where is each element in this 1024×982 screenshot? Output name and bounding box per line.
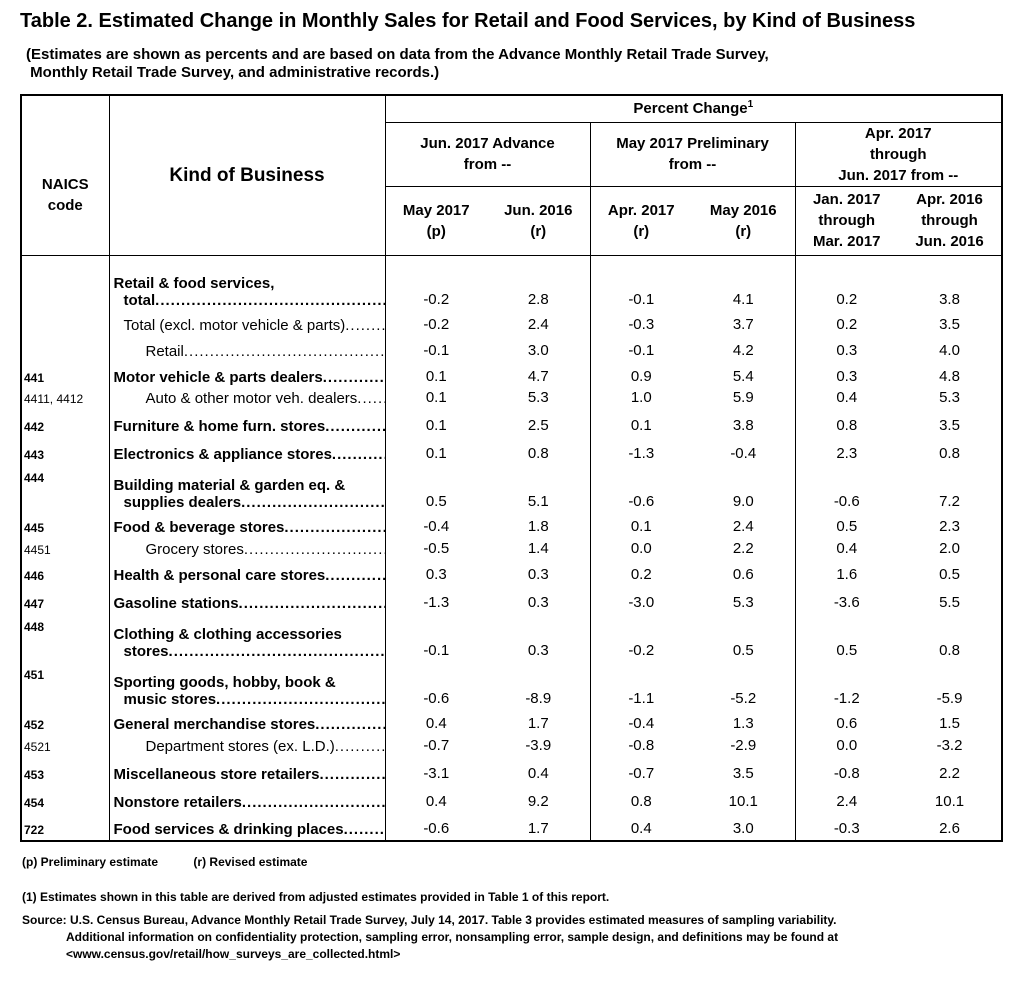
col-header-line: through	[921, 212, 978, 229]
group-header-line: from --	[463, 156, 512, 173]
table-row	[21, 311, 1002, 336]
col-header-line: May 2017	[402, 201, 470, 219]
dot-leader	[169, 643, 385, 660]
col-header-line: Jun. 2016	[504, 201, 573, 219]
value-cell: 4.7	[527, 368, 549, 385]
kind-of-business-header: Kind of Business	[109, 95, 385, 255]
value-cell: -3.2	[936, 737, 963, 754]
table-row	[21, 614, 1002, 662]
col-header-line: Apr. 2017	[607, 201, 675, 219]
value-cell: -0.6	[423, 690, 450, 707]
value-cell: 3.0	[527, 342, 549, 359]
value-cell: 3.5	[939, 417, 960, 434]
value-cell: 0.3	[527, 642, 549, 659]
value-cell: -0.4	[423, 518, 450, 535]
dot-leader	[332, 446, 385, 463]
business-label: Health & personal care stores	[113, 567, 326, 584]
kind-of-business	[109, 586, 385, 614]
business-label: supplies dealers	[123, 494, 242, 511]
table-row	[21, 538, 1002, 560]
dot-leader	[244, 541, 385, 558]
col-header-may-2016	[692, 186, 795, 255]
value-cell: -1.1	[590, 662, 692, 710]
value-cell: 0.3	[795, 336, 898, 362]
table-title: Table 2. Estimated Change in Monthly Sales for Retail and Food Services, by Kind of Business	[20, 10, 916, 32]
business-label-line	[114, 343, 385, 360]
value-cell: 1.0	[590, 388, 692, 409]
kind-of-business	[109, 311, 385, 336]
table-row	[21, 710, 1002, 735]
value-cell: -0.1	[423, 642, 450, 659]
naics-code: 4451	[24, 543, 51, 557]
value-cell: 5.3	[732, 594, 754, 611]
table-row	[21, 513, 1002, 538]
value-cell: 3.5	[939, 316, 960, 333]
value-cell: -0.1	[423, 342, 450, 359]
value-cell: 0.2	[795, 255, 898, 311]
col-header-may-2017	[385, 186, 487, 255]
value-cell: -3.9	[525, 737, 552, 754]
revised-note: (r) Revised estimate	[193, 855, 308, 869]
naics-code: 444	[24, 471, 45, 485]
value-cell: 5.5	[939, 594, 960, 611]
business-label-line	[114, 716, 385, 733]
table-header	[21, 95, 1002, 255]
group-header-line: from --	[668, 156, 717, 173]
business-label-line	[114, 317, 385, 334]
dot-leader	[284, 519, 384, 536]
value-cell: 0.8	[527, 445, 549, 462]
dot-leader	[345, 317, 384, 334]
table-body	[21, 255, 1002, 841]
value-cell: 0.3	[425, 566, 447, 583]
value-cell: 5.3	[939, 389, 960, 406]
business-label-line	[114, 738, 385, 755]
value-cell: 5.4	[732, 368, 754, 385]
value-cell: 0.4	[425, 793, 447, 810]
value-cell: 2.4	[795, 785, 898, 813]
naics-code: 4411, 4412	[24, 392, 84, 406]
value-cell: 5.1	[527, 493, 549, 510]
col-header-line: (r)	[633, 222, 650, 240]
business-label-line	[114, 418, 385, 435]
value-cell: -0.4	[590, 710, 692, 735]
value-cell: 1.4	[527, 540, 549, 557]
value-cell: 3.5	[732, 765, 754, 782]
value-cell: 10.1	[934, 793, 965, 810]
dot-leader	[241, 494, 384, 511]
value-cell: 0.1	[425, 368, 447, 385]
naics-code: 446	[24, 569, 45, 583]
dot-leader	[216, 691, 384, 708]
percent-change-label: Percent Change	[633, 100, 748, 118]
business-label-line	[114, 494, 385, 511]
value-cell: -1.3	[590, 437, 692, 465]
value-cell: 0.8	[939, 642, 960, 659]
kind-of-business	[109, 662, 385, 710]
footnote-marker: 1	[747, 99, 754, 111]
value-cell: 4.2	[732, 342, 754, 359]
dot-leader	[155, 292, 384, 309]
value-cell: -2.9	[730, 737, 757, 754]
value-cell: -0.6	[795, 465, 898, 513]
value-cell: 4.8	[939, 368, 960, 385]
value-cell: 4.0	[939, 342, 960, 359]
value-cell: 0.5	[732, 642, 754, 659]
value-cell: -1.3	[423, 594, 450, 611]
kind-of-business	[109, 813, 385, 841]
business-label: Building material & garden eq. &	[113, 477, 346, 494]
legend-notes	[22, 855, 307, 869]
naics-code: 452	[24, 718, 45, 732]
value-cell: 0.4	[425, 715, 447, 732]
value-cell: -0.5	[423, 540, 450, 557]
kind-of-business	[109, 409, 385, 437]
dot-leader	[315, 716, 384, 733]
value-cell: 0.8	[795, 409, 898, 437]
value-cell: 0.4	[527, 765, 549, 782]
col-header-line: May 2016	[709, 201, 777, 219]
business-label: Food & beverage stores	[113, 519, 285, 536]
col-header-line: Jun. 2016	[915, 233, 984, 250]
value-cell: 10.1	[728, 793, 758, 810]
kind-of-business	[109, 614, 385, 662]
value-cell: 0.4	[590, 813, 692, 841]
business-label-line	[114, 626, 385, 643]
group-header-line: Apr. 2017	[864, 124, 932, 142]
col-header-line: Jan. 2017	[812, 191, 881, 208]
col-header-jan-mar-2017	[795, 186, 898, 255]
value-cell: 4.1	[732, 291, 754, 308]
business-label: stores	[123, 643, 169, 660]
table-row	[21, 785, 1002, 813]
value-cell: 3.7	[732, 316, 754, 333]
kind-of-business	[109, 757, 385, 785]
dot-leader	[357, 390, 384, 407]
naics-code: 454	[24, 796, 45, 810]
dot-leader	[239, 595, 385, 612]
col-header-line: through	[818, 212, 876, 229]
business-label-line	[114, 691, 385, 708]
kind-of-business	[109, 710, 385, 735]
value-cell: -0.3	[795, 813, 898, 841]
value-cell: 2.3	[939, 518, 960, 535]
dot-leader	[319, 766, 384, 783]
value-cell: 1.8	[527, 518, 549, 535]
value-cell: 0.5	[795, 614, 898, 662]
table-row	[21, 388, 1002, 409]
naics-code: 722	[24, 823, 45, 837]
business-label: music stores	[123, 691, 217, 708]
business-label: Food services & drinking places	[113, 821, 344, 838]
business-label-line	[114, 390, 385, 407]
naics-code: 442	[24, 420, 45, 434]
value-cell: 2.2	[939, 765, 960, 782]
naics-code: 453	[24, 768, 45, 782]
value-cell: 0.3	[795, 362, 898, 388]
value-cell: 3.0	[732, 820, 754, 837]
value-cell: -0.7	[423, 737, 450, 754]
business-label-line	[114, 674, 385, 691]
naics-code: 441	[24, 371, 45, 385]
value-cell: 1.7	[527, 820, 549, 837]
value-cell: 2.2	[732, 540, 754, 557]
business-label-line	[114, 477, 385, 494]
table-row	[21, 586, 1002, 614]
kind-of-business	[109, 735, 385, 757]
naics-code: 451	[24, 668, 45, 682]
business-label-line	[114, 519, 385, 536]
business-label-line	[114, 275, 385, 292]
value-cell: 2.0	[939, 540, 960, 557]
business-label-line	[114, 369, 385, 386]
naics-code: 447	[24, 597, 45, 611]
value-cell: 0.6	[732, 566, 754, 583]
value-cell: 0.5	[795, 513, 898, 538]
kind-of-business	[109, 513, 385, 538]
business-label: Retail	[145, 343, 184, 360]
value-cell: -3.1	[423, 765, 450, 782]
group-header-line: Jun. 2017 from --	[838, 166, 959, 184]
business-label: Furniture & home furn. stores	[113, 418, 326, 435]
col-header-line: (p)	[426, 222, 446, 240]
value-cell: -0.6	[590, 465, 692, 513]
dot-leader	[335, 738, 385, 755]
source-line: Additional information on confidentiality protection, sampling error, nonsampling error, sample design, and definitions may be found at	[66, 930, 839, 944]
business-label-line	[114, 821, 385, 838]
dot-leader	[242, 794, 385, 811]
business-label-line	[114, 595, 385, 612]
table-row	[21, 362, 1002, 388]
percent-change-header	[385, 95, 1002, 122]
value-cell: 0.4	[795, 388, 898, 409]
value-cell: -3.0	[590, 586, 692, 614]
dot-leader	[184, 343, 385, 360]
col-header-line: (r)	[735, 222, 752, 240]
value-cell: 3.8	[732, 417, 754, 434]
group-header-line: Jun. 2017 Advance	[420, 135, 555, 152]
business-label: Miscellaneous store retailers	[113, 766, 320, 783]
naics-header	[21, 95, 109, 255]
value-cell: -0.6	[423, 820, 450, 837]
table-row	[21, 662, 1002, 710]
kind-of-business	[109, 336, 385, 362]
value-cell: 1.7	[527, 715, 549, 732]
value-cell: -0.2	[590, 614, 692, 662]
business-label-line	[114, 794, 385, 811]
value-cell: 0.3	[527, 594, 549, 611]
group-header-apr-through-jun	[795, 122, 1002, 186]
naics-code	[21, 311, 109, 336]
naics-code	[21, 336, 109, 362]
value-cell: 9.2	[527, 793, 549, 810]
value-cell: 2.3	[795, 437, 898, 465]
value-cell: -3.6	[795, 586, 898, 614]
business-label-line	[114, 567, 385, 584]
value-cell: 1.6	[795, 560, 898, 586]
value-cell: 0.1	[425, 417, 447, 434]
value-cell: 0.5	[425, 493, 447, 510]
kind-of-business	[109, 465, 385, 513]
value-cell: 2.8	[527, 291, 549, 308]
kind-of-business	[109, 538, 385, 560]
value-cell: 7.2	[939, 493, 960, 510]
col-header-apr-jun-2016	[898, 186, 1002, 255]
business-label: Department stores (ex. L.D.)	[145, 738, 335, 755]
value-cell: 0.2	[795, 311, 898, 336]
value-cell: 2.4	[527, 316, 549, 333]
col-header-jun-2016	[487, 186, 590, 255]
business-label: Nonstore retailers	[113, 794, 242, 811]
data-table	[20, 94, 1003, 842]
value-cell: -8.9	[525, 690, 552, 707]
value-cell: -0.1	[590, 336, 692, 362]
business-label: Grocery stores	[145, 541, 244, 558]
business-label-line	[114, 292, 385, 309]
business-label: Electronics & appliance stores	[113, 446, 332, 463]
kind-of-business	[109, 388, 385, 409]
value-cell: 0.9	[590, 362, 692, 388]
group-header-line: through	[869, 145, 927, 163]
value-cell: -0.2	[423, 291, 450, 308]
table-subtitle	[26, 46, 769, 82]
value-cell: 0.2	[590, 560, 692, 586]
business-label: Retail & food services,	[113, 275, 275, 292]
kind-of-business	[109, 255, 385, 311]
business-label: total	[123, 292, 156, 309]
value-cell: 0.1	[425, 445, 447, 462]
business-label: Clothing & clothing accessories	[113, 626, 342, 643]
business-label: Gasoline stations	[113, 595, 239, 612]
business-label: Motor vehicle & parts dealers	[113, 369, 323, 386]
table-row	[21, 465, 1002, 513]
business-label: General merchandise stores	[113, 716, 316, 733]
naics-code: 445	[24, 521, 45, 535]
table-row	[21, 560, 1002, 586]
value-cell: 3.8	[939, 291, 960, 308]
value-cell: 2.6	[939, 820, 960, 837]
value-cell: 0.0	[795, 735, 898, 757]
value-cell: 0.4	[795, 538, 898, 560]
footnote-1: (1) Estimates shown in this table are derived from adjusted estimates provided in Table 1 of this report.	[22, 890, 610, 904]
table-row	[21, 735, 1002, 757]
table-row	[21, 336, 1002, 362]
value-cell: -0.8	[590, 735, 692, 757]
business-label: Auto & other motor veh. dealers	[145, 390, 358, 407]
value-cell: 5.3	[527, 389, 549, 406]
value-cell: -0.2	[423, 316, 450, 333]
kind-of-business	[109, 785, 385, 813]
group-header-jun-advance	[385, 122, 590, 186]
source-note	[22, 912, 838, 963]
table-row	[21, 437, 1002, 465]
col-header-line: (r)	[530, 222, 547, 240]
value-cell: 9.0	[732, 493, 754, 510]
naics-code: 4521	[24, 740, 51, 754]
value-cell: 0.0	[590, 538, 692, 560]
value-cell: 0.8	[590, 785, 692, 813]
table-row	[21, 409, 1002, 437]
group-header-may-preliminary	[590, 122, 795, 186]
value-cell: -0.7	[590, 757, 692, 785]
value-cell: -0.8	[795, 757, 898, 785]
value-cell: -0.1	[590, 255, 692, 311]
business-label: Sporting goods, hobby, book &	[113, 674, 336, 691]
table-row	[21, 255, 1002, 311]
dot-leader	[344, 821, 385, 838]
value-cell: 5.9	[732, 389, 754, 406]
preliminary-note: (p) Preliminary estimate	[22, 855, 159, 869]
value-cell: 0.6	[795, 710, 898, 735]
value-cell: -5.2	[730, 690, 757, 707]
kind-of-business	[109, 560, 385, 586]
value-cell: 0.5	[939, 566, 960, 583]
value-cell: 1.5	[939, 715, 960, 732]
value-cell: 0.8	[939, 445, 960, 462]
business-label-line	[114, 541, 385, 558]
value-cell: 0.1	[590, 409, 692, 437]
naics-code: 448	[24, 620, 45, 634]
kind-of-business	[109, 362, 385, 388]
value-cell: 0.3	[527, 566, 549, 583]
col-header-line: Apr. 2016	[916, 191, 983, 208]
dot-leader	[323, 369, 385, 386]
naics-header-line: code	[47, 197, 83, 215]
business-label: Total (excl. motor vehicle & parts)	[123, 317, 346, 334]
table-row	[21, 813, 1002, 841]
value-cell: 1.3	[732, 715, 754, 732]
value-cell: 0.1	[590, 513, 692, 538]
naics-header-line: NAICS	[41, 176, 89, 194]
source-line: Source: U.S. Census Bureau, Advance Monthly Retail Trade Survey, July 14, 2017. Table 3 provides estimated measures of sampling variability.	[22, 913, 837, 927]
value-cell: -1.2	[795, 662, 898, 710]
source-line: <www.census.gov/retail/how_surveys_are_collected.html>	[66, 947, 401, 961]
col-header-line: Mar. 2017	[812, 233, 881, 250]
subtitle-line: (Estimates are shown as percents and are based on data from the Advance Monthly Retail Trade Survey,	[26, 46, 769, 63]
dot-leader	[325, 418, 384, 435]
group-header-line: May 2017 Preliminary	[616, 135, 769, 152]
kind-of-business	[109, 437, 385, 465]
dot-leader	[325, 567, 384, 584]
value-cell: 2.5	[527, 417, 549, 434]
business-label-line	[114, 766, 385, 783]
value-cell: -0.3	[590, 311, 692, 336]
value-cell: 0.1	[425, 389, 447, 406]
value-cell: -0.4	[730, 445, 757, 462]
value-cell: -5.9	[936, 690, 963, 707]
table-row	[21, 757, 1002, 785]
business-label-line	[114, 643, 385, 660]
col-header-apr-2017	[590, 186, 692, 255]
naics-code	[21, 255, 109, 311]
business-label-line	[114, 446, 385, 463]
naics-code: 443	[24, 448, 45, 462]
value-cell: 2.4	[732, 518, 754, 535]
subtitle-line: Monthly Retail Trade Survey, and administrative records.)	[26, 64, 440, 81]
